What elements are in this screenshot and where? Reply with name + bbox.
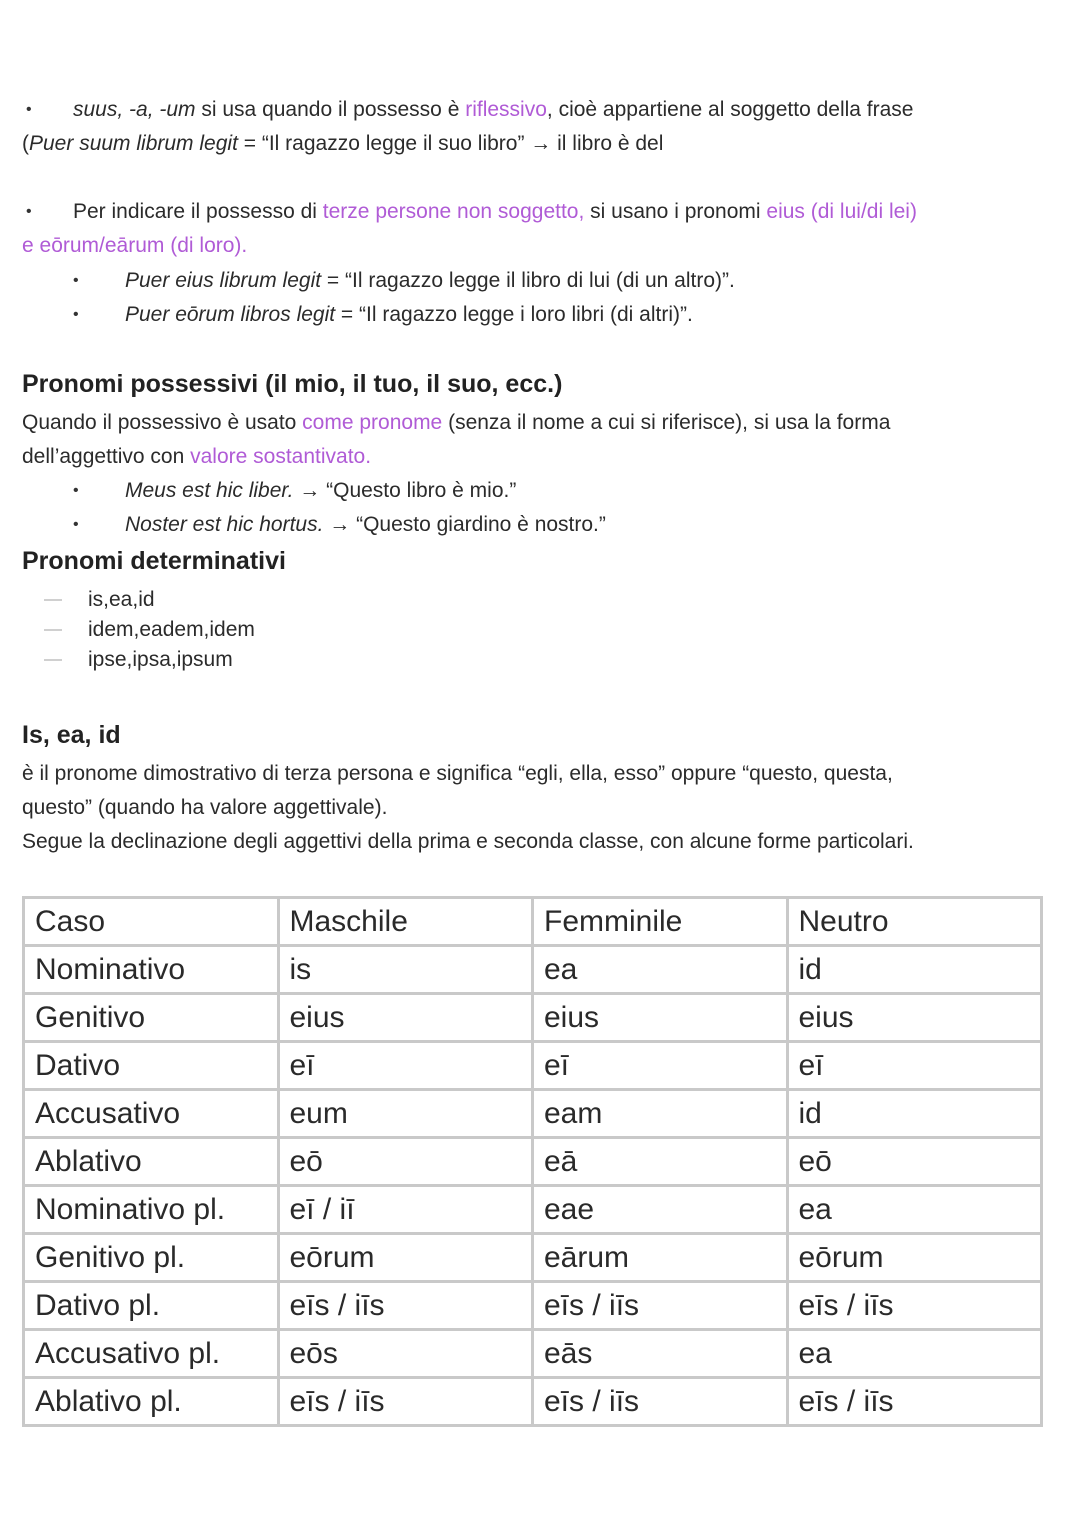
table-cell: Nominativo pl.	[24, 1186, 279, 1234]
heading-is-ea-id: Is, ea, id	[22, 721, 121, 749]
table-header-row	[24, 898, 1042, 946]
table-cell: eīs / iīs	[787, 1282, 1042, 1330]
sub-bullet-dot: •	[73, 482, 79, 499]
sub-bullet-dot: •	[73, 516, 79, 533]
table-cell: eōrum	[787, 1234, 1042, 1282]
table-cell: eius	[533, 994, 788, 1042]
example-eorum: Puer eōrum libros legit = “Il ragazzo legge i loro libri (di altri)”.	[125, 303, 693, 326]
table-cell: eum	[278, 1090, 533, 1138]
table-cell: Accusativo	[24, 1090, 279, 1138]
table-row	[24, 946, 1042, 994]
table-cell: eōrum	[278, 1234, 533, 1282]
table-cell: eārum	[533, 1234, 788, 1282]
table-cell: eam	[533, 1090, 788, 1138]
table-cell: ea	[787, 1186, 1042, 1234]
declension-table	[22, 896, 1043, 1427]
list-item: idem,eadem,idem	[44, 615, 255, 645]
header-caso: Caso	[24, 898, 279, 946]
table-cell: Accusativo pl.	[24, 1330, 279, 1378]
example-meus: Meus est hic liber. → “Questo libro è mio.”	[125, 479, 517, 502]
table-row	[24, 1042, 1042, 1090]
heading-pronomi-possessivi: Pronomi possessivi (il mio, il tuo, il suo, ecc.)	[22, 370, 563, 398]
example-eius: Puer eius librum legit = “Il ragazzo legge il libro di lui (di un altro)”.	[125, 269, 735, 292]
sub-bullet-dot: •	[73, 306, 79, 323]
table-cell: eī / iī	[278, 1186, 533, 1234]
table-cell: ea	[533, 946, 788, 994]
table-row	[24, 994, 1042, 1042]
table-cell: eīs / iīs	[533, 1282, 788, 1330]
table-row	[24, 1330, 1042, 1378]
highlight-eorum: e eōrum/eārum (di loro).	[22, 234, 248, 257]
bullet-terze-persone-line2	[22, 229, 247, 263]
table-cell: eā	[533, 1138, 788, 1186]
table-cell: id	[787, 946, 1042, 994]
table-cell: eī	[278, 1042, 533, 1090]
table-row	[24, 1138, 1042, 1186]
table-cell: eī	[533, 1042, 788, 1090]
table-cell: eae	[533, 1186, 788, 1234]
table-cell: eīs / iīs	[533, 1378, 788, 1426]
paragraph-segue: Segue la declinazione degli aggettivi della prima e seconda classe, con alcune forme particolari.	[22, 830, 914, 853]
paragraph-possessivo-line1: Quando il possessivo è usato come pronome (senza il nome a cui si riferisce), si usa la forma	[22, 411, 891, 434]
paragraph-is-line2: questo” (quando ha valore aggettivale).	[22, 796, 388, 819]
list-item: is,ea,id	[44, 585, 155, 615]
dash-icon	[44, 599, 62, 601]
table-row	[24, 1090, 1042, 1138]
table-row	[24, 1186, 1042, 1234]
table-cell: Ablativo pl.	[24, 1378, 279, 1426]
paragraph-is-line1: è il pronome dimostrativo di terza persona e significa “egli, ella, esso” oppure “questo, questa,	[22, 762, 893, 785]
table-cell: eōs	[278, 1330, 533, 1378]
header-neutro: Neutro	[787, 898, 1042, 946]
heading-pronomi-determinativi: Pronomi determinativi	[22, 547, 286, 575]
highlight-terze-persone: terze persone non soggetto,	[322, 200, 585, 223]
table-cell: Dativo	[24, 1042, 279, 1090]
table-cell: ea	[787, 1330, 1042, 1378]
highlight-come-pronome: come pronome	[302, 411, 443, 434]
dash-icon	[44, 629, 62, 631]
table-row	[24, 1234, 1042, 1282]
bullet-terze-persone: Per indicare il possesso di terze persone non soggetto, si usano i pronomi eius (di lui/di lei)	[73, 200, 917, 223]
bullet-dot: •	[26, 101, 32, 118]
bullet-suus-line2: (Puer suum librum legit = “Il ragazzo legge il suo libro” → il libro è del	[22, 132, 664, 155]
table-cell: eās	[533, 1330, 788, 1378]
table-cell: eīs / iīs	[278, 1378, 533, 1426]
dash-icon	[44, 659, 62, 661]
table-cell: id	[787, 1090, 1042, 1138]
table-cell: Genitivo pl.	[24, 1234, 279, 1282]
header-femminile: Femminile	[533, 898, 788, 946]
table-cell: Nominativo	[24, 946, 279, 994]
list-item: ipse,ipsa,ipsum	[44, 645, 233, 675]
table-cell: is	[278, 946, 533, 994]
highlight-valore-sostantivato: valore sostantivato.	[190, 445, 372, 468]
table-cell: eīs / iīs	[787, 1378, 1042, 1426]
table-cell: eīs / iīs	[278, 1282, 533, 1330]
table-cell: eius	[278, 994, 533, 1042]
table-cell: eō	[278, 1138, 533, 1186]
table-row	[24, 1282, 1042, 1330]
table-cell: eius	[787, 994, 1042, 1042]
example-noster: Noster est hic hortus. → “Questo giardino è nostro.”	[125, 513, 606, 536]
table-cell: Ablativo	[24, 1138, 279, 1186]
paragraph-possessivo-line2: dell’aggettivo con valore sostantivato.	[22, 445, 372, 468]
table-cell: Dativo pl.	[24, 1282, 279, 1330]
table-cell: eī	[787, 1042, 1042, 1090]
bullet-suus: suus, -a, -um si usa quando il possesso è riflessivo, cioè appartiene al soggetto della frase	[73, 98, 914, 121]
latin-term: suus, -a, -um	[73, 98, 196, 121]
bullet-dot: •	[26, 203, 32, 220]
sub-bullet-dot: •	[73, 272, 79, 289]
table-cell: eō	[787, 1138, 1042, 1186]
header-maschile: Maschile	[278, 898, 533, 946]
highlight-eius: eius (di lui/di lei)	[766, 200, 917, 223]
table-cell: Genitivo	[24, 994, 279, 1042]
highlight-riflessivo: riflessivo	[465, 98, 547, 121]
table-row	[24, 1378, 1042, 1426]
